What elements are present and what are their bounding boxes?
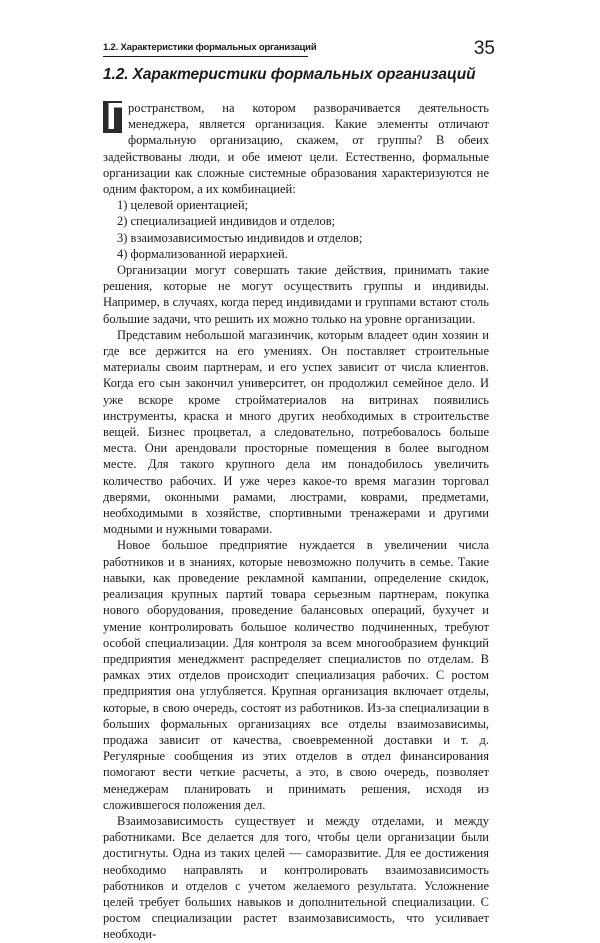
body-text <box>103 96 489 943</box>
page-number: 35 <box>473 38 495 59</box>
paragraph-4: Новое большое предприятие нуждается в увеличении числа работников и в знаниях, которые невозможно получить в семье. Такие навыки, как проведение рекламной кампании, определение скидок, реализация крупных партий товара серьезным партнерам, покупка нового оборудования, проведение балансовых операций, бухучет и умение контролировать большое количество подчиненных, требуют особой специализации. Для контроля за всем многообразием функций предприятия менеджмент распределяет специалистов по отделам. В рамках этих отделов происходит специализация рабочих. С ростом предприятия она углубляется. Крупная организация включает отделы, которые, в свою очередь, состоят из работников. Из-за специализации в больших формальных организациях все отделы взаимозависимы, продажа зависит от качества, своевременной доставки и т. д. Регулярные сообщения из этих отделов в отдел финансирования помогают вести четкие расчеты, а это, в свою очередь, позволяет менеджерам планировать и принимать решения, исходя из сложившегося положения дел. <box>103 538 489 812</box>
paragraph-2: Организации могут совершать такие действия, принимать такие решения, которые не могут осуществить группы и индивиды. Например, в случаях, когда перед индивидами и группами встают столь большие задачи, что решить их можно только на уровне организации. <box>103 263 489 326</box>
list-item: 3) взаимозависимостью индивидов и отделов; <box>117 230 363 245</box>
characteristics-list <box>103 197 489 262</box>
list-item: 1) целевой ориентацией; <box>117 198 249 213</box>
running-head: 1.2. Характеристики формальных организаций <box>103 42 308 57</box>
list-item: 4) формализованной иерархией. <box>117 246 288 261</box>
list-item: 2) специализацией индивидов и отделов; <box>117 214 336 229</box>
paragraph-5: Взаимозависимость существует и между отделами, и между работниками. Все делается для того, чтобы цели организации были достигнуты. Одна из таких целей — саморазвитие. Для ее достижения необходимо направлять и контролировать взаимозависимость работников и отделов с учетом желаемого результата. Усложнение целей требует больших навыков и дополнительной специализации. С ростом специализации растет взаимозависимость, что усиливает необходи- <box>103 813 489 942</box>
paragraph-1 <box>103 96 489 197</box>
paragraph-3: Представим небольшой магазинчик, которым владеет один хозяин и где все держится на его умениях. Он поставляет строительные материалы своим партнерам, и его успех зависит от числа клиентов. Когда его сын закончил университет, он продолжил семейное дело. И уже вскоре кроме стройматериалов на витринах появились инструменты, краска и много других необходимых в строительстве вещей. Бизнес процветал, а следовательно, потребовалось больше места. Они арендовали просторные помещения в более выгодном месте. Для такого крупного дела им понадобилось увеличить количество рабочих. И уже через какое-то время магазин торговал дверями, оконными рамами, люстрами, коврами, предметами, необходимыми в хозяйстве, спортивными тренажерами и другими модными и нужными товарами. <box>103 327 489 537</box>
paragraph-1-text: ространством, на котором разворачивается деятельность менеджера, является организация. Какие элементы отличают формальную организацию, скажем, от группы? В обеих задействованы люди, и обе имеют цели. Естественно, формальные организации как сложные системные образования характеризуются не одним фактором, а их комбинацией: <box>103 101 489 197</box>
section-title: 1.2. Характеристики формальных организаций <box>103 66 476 83</box>
drop-cap: П <box>103 101 122 133</box>
